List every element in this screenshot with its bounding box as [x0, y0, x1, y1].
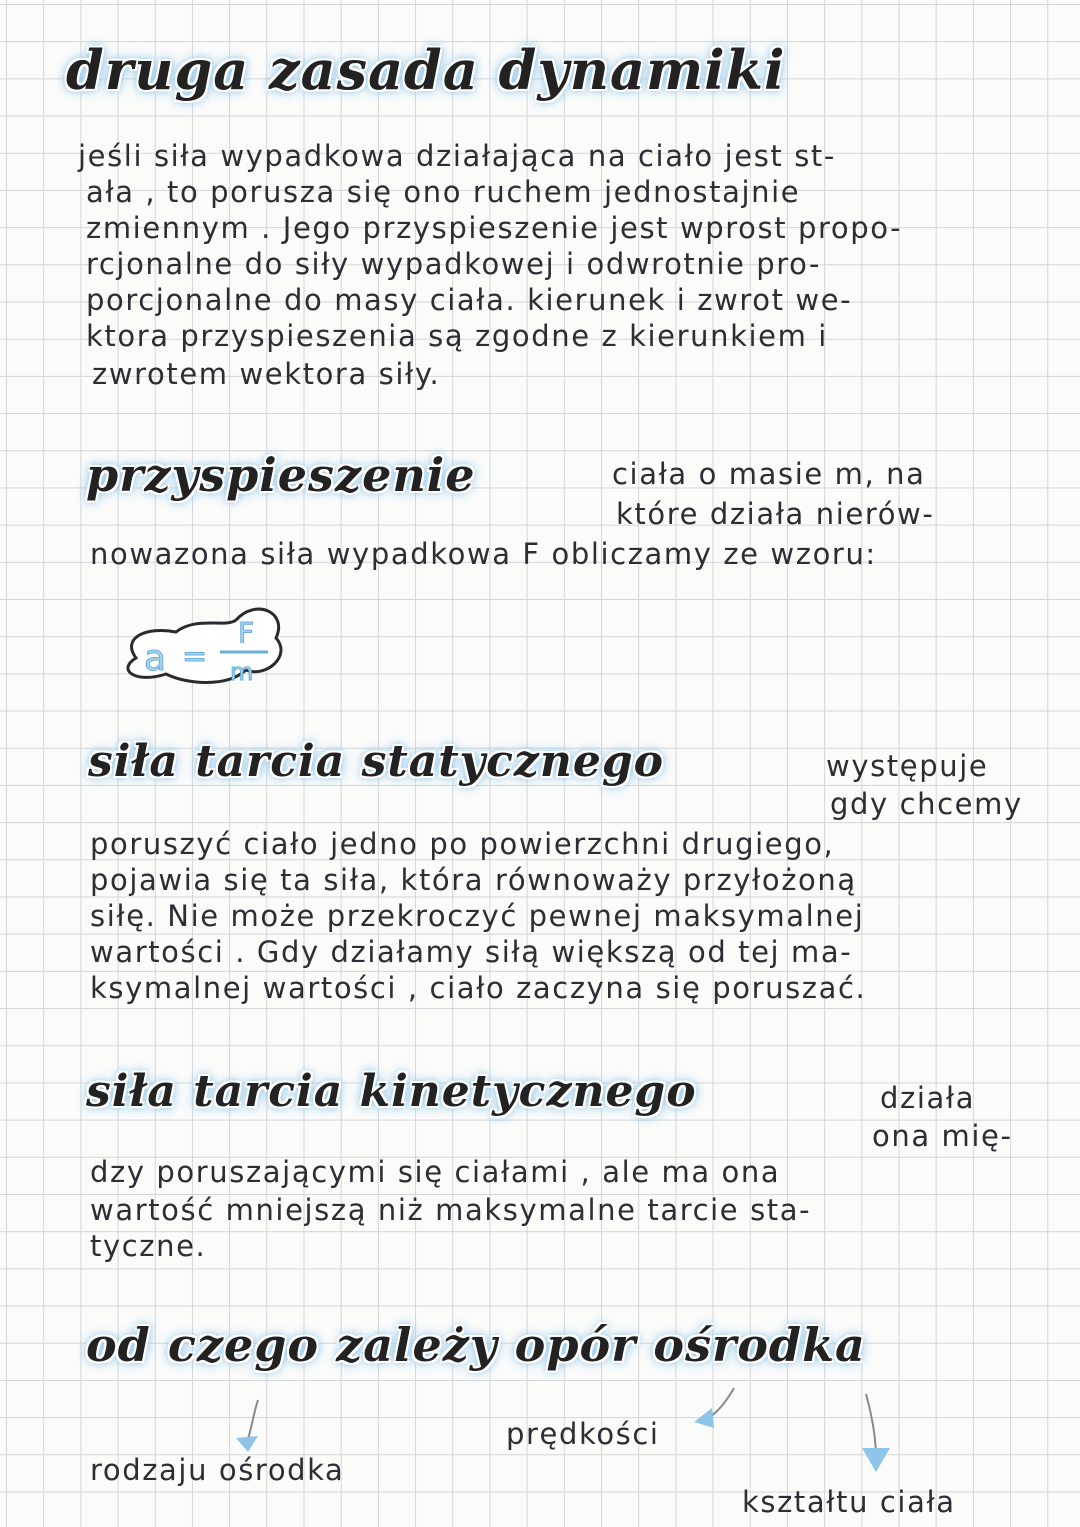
- para2-line-2: które działa nierów-: [616, 497, 935, 531]
- para1-line-3: zmiennym . Jego przyspieszenie jest wprost propo-: [86, 211, 903, 245]
- para1-line-1: jeśli siła wypadkowa działająca na ciało jest st-: [78, 139, 836, 173]
- para2-line-3: nowazona siła wypadkowa F obliczamy ze wzoru:: [90, 537, 877, 571]
- heading-tarcie-statyczne: siła tarcia statycznego: [88, 736, 664, 787]
- arrow-down-left-icon: [232, 1398, 272, 1454]
- heading-przyspieszenie: przyspieszenie: [86, 448, 476, 502]
- para3-line-7: ksymalnej wartości , ciało zaczyna się poruszać.: [90, 971, 867, 1005]
- formula-denominator: m: [230, 658, 254, 686]
- para2-line-1: ciała o masie m, na: [612, 457, 926, 491]
- para1-line-2: ała , to porusza się ono ruchem jednostajnie: [86, 175, 801, 209]
- para1-line-7: zwrotem wektora siły.: [92, 357, 441, 391]
- factor-predkosci: prędkości: [506, 1417, 660, 1451]
- para4-line-5: tyczne.: [90, 1229, 207, 1263]
- para3-line-6: wartości . Gdy działamy siłą większą od tej ma-: [90, 935, 853, 969]
- para4-line-3: dzy poruszającymi się ciałami , ale ma ona: [90, 1155, 781, 1189]
- para1-line-5: porcjonalne do masy ciała. kierunek i zwrot we-: [86, 283, 853, 317]
- para1-line-4: rcjonalne do siły wypadkowej i odwrotnie pro-: [86, 247, 822, 281]
- para3-line-4: pojawia się ta siła, która równoważy przyłożoną: [90, 863, 857, 897]
- heading-tarcie-kinetyczne: siła tarcia kinetycznego: [86, 1066, 697, 1117]
- para3-line-2: gdy chcemy: [830, 787, 1023, 821]
- para4-line-4: wartość mniejszą niż maksymalne tarcie sta-: [90, 1193, 812, 1227]
- para4-line-2: ona mię-: [872, 1119, 1013, 1153]
- para3-line-3: poruszyć ciało jedno po powierzchni drugiego,: [90, 827, 835, 861]
- formula-a-equals-f-over-m: [116, 598, 288, 690]
- arrow-up-right-icon: [690, 1384, 740, 1430]
- para1-line-6: ktora przyspieszenia są zgodne z kierunkiem i: [86, 319, 828, 353]
- arrow-down-right-icon: [856, 1392, 896, 1476]
- formula-numerator: F: [238, 616, 255, 649]
- factor-rodzaju-osrodka: rodzaju ośrodka: [90, 1453, 345, 1487]
- formula-lhs: a: [144, 638, 167, 679]
- para3-line-5: siłę. Nie może przekroczyć pewnej maksymalnej: [90, 899, 865, 933]
- para3-line-1: występuje: [826, 749, 989, 783]
- para4-line-1: działa: [880, 1081, 976, 1115]
- factor-ksztaltu-ciala: kształtu ciała: [742, 1485, 956, 1519]
- heading-druga-zasada: druga zasada dynamiki: [66, 38, 786, 102]
- formula-equals: =: [182, 639, 208, 674]
- heading-opor-osrodka: od czego zależy opór ośrodka: [86, 1318, 866, 1372]
